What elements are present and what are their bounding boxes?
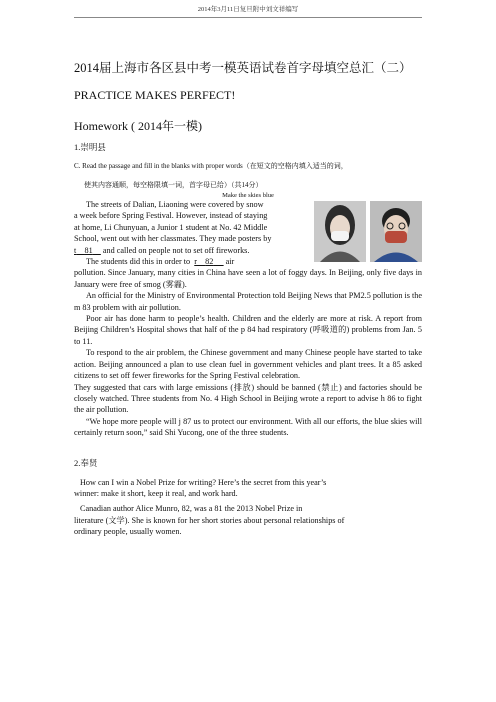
page-header: 2014年3月11日复旦附中刘文祥编写: [197, 6, 299, 13]
para1-line2: a week before Spring Festival. However, instead of staying: [74, 211, 268, 221]
section-label-fengxian: 2.奉贤: [74, 457, 98, 468]
document-title: 2014届上海市各区县中考一模英语试卷首字母填空总汇（二）: [74, 61, 412, 75]
para1-line4: School, went out with her classmates. They made posters by: [74, 234, 272, 244]
blank-81-number: 81: [84, 245, 93, 255]
sec2-p1-line1: How can I win a Nobel Prize for writing? Here’s the secret from this year’s: [80, 477, 327, 487]
blank-82: r 82: [194, 257, 214, 267]
document-body: [74, 60, 422, 538]
para3: An official for the Ministry of Environmental Protection told Beijing News that PM2.5 pollution is the m 83 problem with air pollution.: [74, 291, 422, 312]
section-2: [74, 457, 422, 538]
para1-line1: The streets of Dalian, Liaoning were covered by snow: [86, 200, 264, 209]
para6: They suggested that cars with large emissions (排放) should be banned (禁止) and factories should be closely watched. Three students from No. 4 High School in Beijing wrote a report to advise h 86 to fight the air pollution.: [74, 382, 422, 415]
photo-group: [314, 201, 422, 262]
intro-block: [74, 199, 422, 267]
homework-heading: Homework ( 2014年一模): [74, 119, 202, 133]
photo-boy-with-mask: [370, 201, 422, 262]
practice-heading: PRACTICE MAKES PERFECT!: [74, 88, 236, 102]
instruction-line-2: 使其内容通顺，每空格限填一词，首字母已给）（共14分）: [84, 180, 263, 189]
para1-line3: at home, Li Chunyuan, a Junior 1 student at No. 42 Middle: [74, 222, 268, 232]
para2-line1: The students did this in order to r 82 air: [86, 257, 235, 267]
para1-line5: [74, 245, 332, 256]
blank-81-letter: t: [74, 245, 77, 255]
story-title: Make the skies blue: [222, 192, 274, 199]
para1-line5-text: and called on people not to set off fireworks.: [102, 245, 250, 255]
para5: To respond to the air problem, the Chinese government and many Chinese people have started to take action. Beijing announced a plan to use clean fuel in government vehicles and plant trees. It a 85 asked citizens to set off fewer fireworks for the Spring Festival celebration.: [74, 348, 422, 381]
photo-woman-with-mask: [314, 201, 366, 262]
section-label-chongming: 1.崇明县: [74, 142, 106, 152]
para2-continuation: pollution. Since January, many cities in China have seen a lot of foggy days. In Beijing, only five days in January were free of smog (雾霾).: [74, 268, 422, 289]
para7: “We hope more people will j 87 us to protect our environment. With all our efforts, the blue skies will certainly return soon,” said Shi Yucong, one of the three students.: [74, 416, 422, 438]
sec2-p2-line2: literature (文学). She is known for her short stories about personal relationships of: [74, 515, 345, 525]
sec2-p2-line3: ordinary people, usually women.: [74, 527, 182, 537]
sec2-p2-line1: Canadian author Alice Munro, 82, was a 81 the 2013 Nobel Prize in: [80, 504, 303, 514]
header-rule: [74, 17, 422, 18]
para4: Poor air has done harm to people’s health. Children and the elderly are more at risk. A report from Beijing Children’s Hospital shows that half of the p 84 had respiratory (呼吸道的) problems from Jan. 5 to 11.: [74, 314, 422, 346]
instruction-line-1: C. Read the passage and fill in the blanks with proper words（在短文的空格内填入适当的词，: [74, 162, 348, 170]
sec2-p1-line2: winner: make it short, keep it real, and work hard.: [74, 488, 238, 498]
